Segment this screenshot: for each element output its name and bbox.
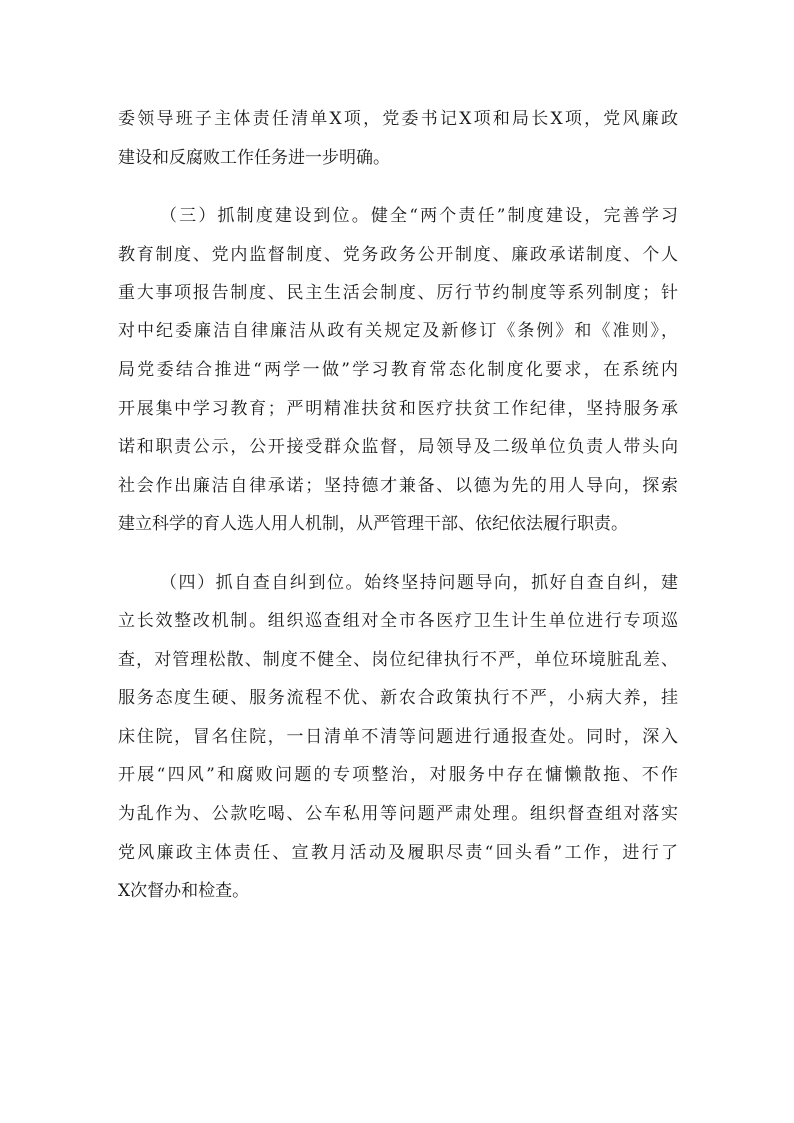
text-line: 社会作出廉洁自律承诺；坚持德才兼备、以德为先的用人导向，探索 — [118, 476, 678, 496]
text-line: 床住院，冒名住院，一日清单不清等问题进行通报查处。同时，深入 — [118, 727, 678, 747]
text-line: 服务态度生硬、服务流程不优、新农合政策执行不严，小病大养，挂 — [118, 688, 678, 708]
text-line: 委领导班子主体责任清单X项，党委书记X项和局长X项，党风廉政 — [118, 109, 678, 129]
text-line: 建设和反腐败工作任务进一步明确。 — [118, 148, 390, 168]
text-line: （四）抓自查自纠到位。始终坚持问题导向，抓好自查自纠，建 — [160, 573, 678, 593]
text-line: 建立科学的育人选人用人机制，从严管理干部、依纪依法履行职责。 — [118, 514, 628, 534]
text-line: 局党委结合推进“两学一做”学习教育常态化制度化要求，在系统内 — [118, 360, 678, 380]
text-line: 党风廉政主体责任、宣教月活动及履职尽责“回头看”工作，进行了 — [118, 843, 678, 863]
text-line: 查，对管理松散、制度不健全、岗位纪律执行不严，单位环境脏乱差、 — [118, 650, 678, 670]
text-line: 开展集中学习教育；严明精准扶贫和医疗扶贫工作纪律，坚持服务承 — [118, 399, 678, 419]
text-line: 对中纪委廉洁自律廉洁从政有关规定及新修订《条例》和《准则》， — [118, 321, 678, 341]
text-line: 教育制度、党内监督制度、党务政务公开制度、廉政承诺制度、个人 — [118, 245, 678, 265]
text-line: 立长效整改机制。组织巡查组对全市各医疗卫生计生单位进行专项巡 — [118, 611, 678, 631]
text-line: 诺和职责公示，公开接受群众监督，局领导及二级单位负责人带头向 — [118, 437, 678, 457]
text-line: 为乱作为、公款吃喝、公车私用等问题严肃处理。组织督查组对落实 — [118, 804, 678, 824]
text-line: 重大事项报告制度、民主生活会制度、厉行节约制度等系列制度；针 — [118, 283, 678, 303]
text-line: X次督办和检查。 — [118, 881, 250, 901]
text-line: 开展“四风”和腐败问题的专项整治，对服务中存在慵懒散拖、不作 — [118, 765, 678, 785]
text-line: （三）抓制度建设到位。健全“两个责任”制度建设，完善学习 — [160, 206, 678, 226]
